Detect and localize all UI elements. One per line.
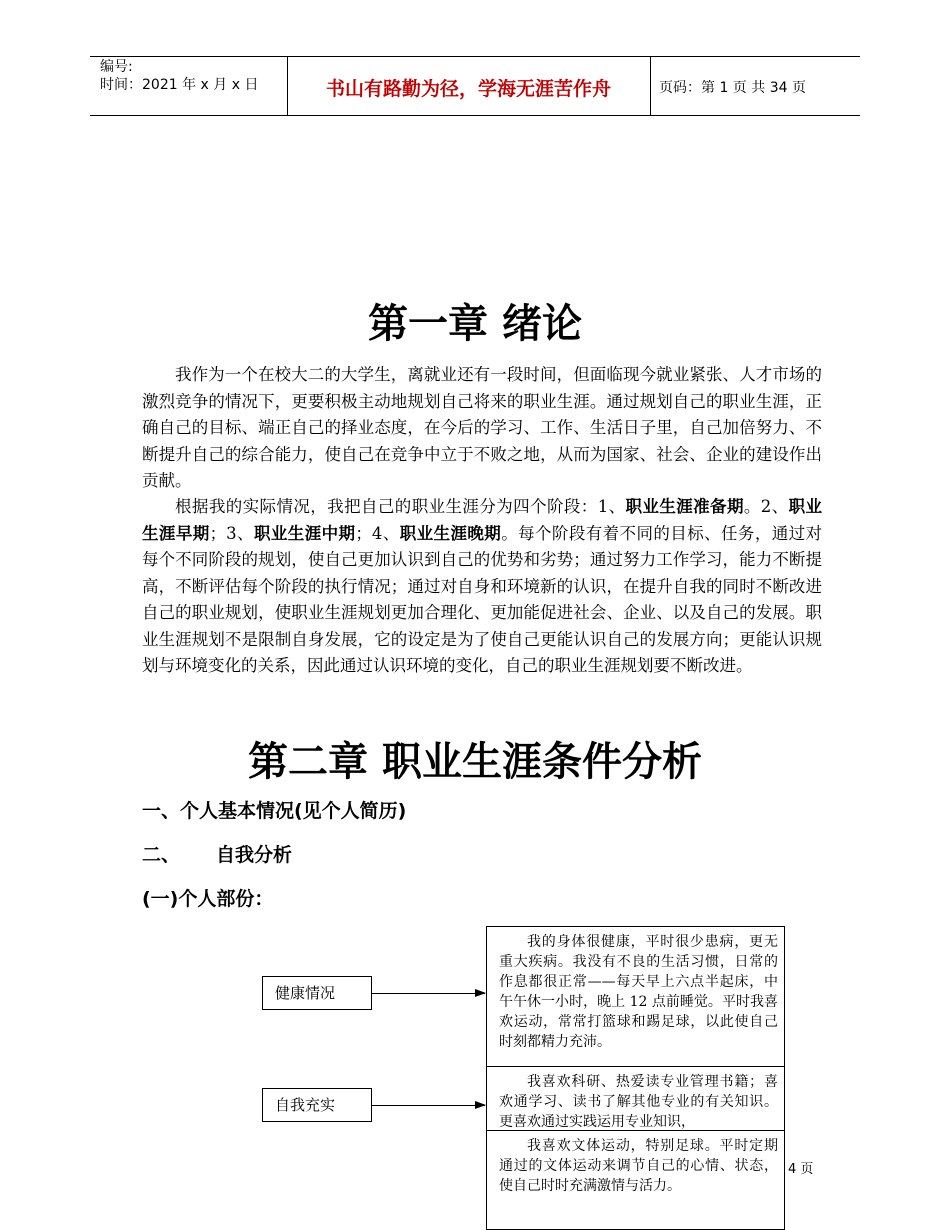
paragraph-text bbox=[142, 494, 822, 680]
sports-description-box bbox=[486, 1130, 785, 1230]
header-top-rule bbox=[90, 56, 860, 57]
health-label-box: 健康情况 bbox=[262, 976, 372, 1010]
page-number-fragment: 4 页 bbox=[788, 1162, 814, 1177]
para2-text-b: 。2、 bbox=[743, 497, 789, 516]
para2-text-a: 根据我的实际情况，我把自己的职业生涯分为四个阶段：1、 bbox=[175, 497, 626, 516]
para2-text-e: 。每个阶段有着不同的目标、任务，通过对每个不同阶段的规划，使自己更加认识到自己的优势和劣势；通过努力工作学习，能力不断提高，不断评估每个阶段的执行情况；通过对自身和环境新的认识，在提升自我的同时不断改进自己的职业规划，使职业生涯规划更加合理化、更加能促进社会、企业、以及自己的发展。职业生涯规划不是限制自身发展，它的设定是为了使自己更能认识自己的发展方向；更能认识规划与环境变化的关系，因此通过认识环境的变化，自己的职业生涯规划要不断改进。 bbox=[142, 523, 823, 675]
self-improvement-label-box: 自我充实 bbox=[262, 1088, 372, 1122]
arrow-right-icon bbox=[372, 993, 485, 994]
stage-1-label: 职业生涯准备期 bbox=[625, 497, 744, 516]
chapter1-paragraph-1 bbox=[142, 362, 822, 495]
paragraph-text: 我作为一个在校大二的大学生，离就业还有一段时间，但面临现今就业紧张、人才市场的激烈竞争的情况下，更要积极主动地规划自己将来的职业生涯。通过规划自己的职业生涯，正确自己的目标、端正自己的择业态度，在今后的学习、工作、生活日子里，自己加倍努力、不断提升自己的综合能力，使自己在竞争中立于不败之地，从而为国家、社会、企业的建设作出贡献。 bbox=[142, 365, 822, 490]
health-description-box bbox=[486, 926, 785, 1068]
chapter1-paragraph-2 bbox=[142, 494, 822, 680]
para2-text-c: ；3、 bbox=[209, 523, 254, 543]
section-2-text: 自我分析 bbox=[216, 844, 293, 866]
self-improvement-description-box bbox=[486, 1066, 785, 1132]
section-1-heading: 一、个人基本情况(见个人简历) bbox=[142, 800, 407, 822]
header-time-label: 时间：2021 年 x 月 x 日 bbox=[100, 77, 259, 93]
header-motto: 书山有路勤为径，学海无涯苦作舟 bbox=[325, 78, 611, 100]
chapter1-title: 第一章 绪论 bbox=[368, 301, 582, 347]
section-2-heading bbox=[142, 840, 292, 867]
arrow-right-icon bbox=[372, 1105, 485, 1106]
subsection-1-heading: (一)个人部份： bbox=[142, 888, 274, 910]
health-description-text: 我的身体很健康，平时很少患病，更无重大疾病。我没有不良的生活习惯，日常的作息都很正常——每天早上六点半起床，中午午休一小时，晚上 12 点前睡觉。平时我喜欢运动，常常打篮球和踢足球，以此使自己时刻都精力充沛。 bbox=[499, 934, 778, 1050]
header-bottom-rule bbox=[90, 115, 860, 116]
self-improvement-description-text: 我喜欢科研、热爱读专业管理书籍；喜欢通学习、读书了解其他专业的有关知识。更喜欢通过实践运用专业知识， bbox=[499, 1074, 778, 1130]
header-page-label: 页码：第 1 页 共 34 页 bbox=[659, 80, 806, 96]
para2-text-d: ；4、 bbox=[355, 523, 400, 543]
stage-4-label: 职业生涯晚期 bbox=[399, 523, 502, 543]
header-number-label: 编号: bbox=[100, 59, 133, 75]
chapter2-title: 第二章 职业生涯条件分析 bbox=[248, 739, 702, 785]
stage-2-label: 职业生涯早期 bbox=[142, 497, 823, 543]
header-meta bbox=[100, 58, 258, 94]
header-divider bbox=[650, 56, 651, 115]
section-2-number: 二、 bbox=[142, 844, 181, 866]
sports-description-text: 我喜欢文体运动，特别足球。平时定期通过的文体运动来调节自己的心情、状态，使自己时时充满激情与活力。 bbox=[499, 1138, 778, 1194]
stage-3-label: 职业生涯中期 bbox=[253, 523, 356, 543]
